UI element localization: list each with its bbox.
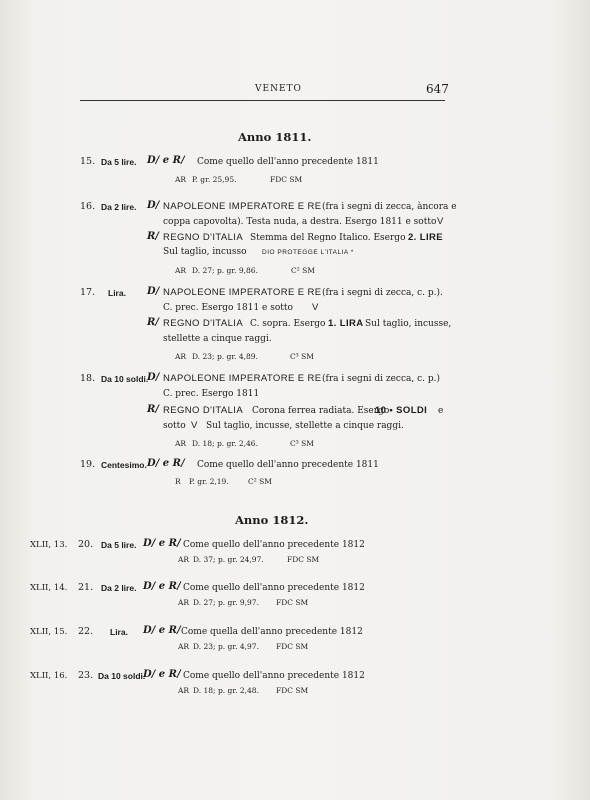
grade: C³ SM — [290, 352, 314, 361]
description: Come quella dell'anno precedente 1812 — [181, 627, 363, 637]
reverse-description-1: C. sopra. Esergo — [250, 319, 326, 329]
denomination: Da 10 soldi. — [101, 374, 149, 384]
metal-symbol: AR — [178, 642, 190, 651]
value-legend: 2. LIRE — [408, 232, 444, 243]
metal-symbol: AR — [175, 439, 187, 448]
entry-number: 17. — [80, 287, 96, 298]
section-heading-1812: Anno 1812. — [235, 513, 309, 527]
reverse-description-2a: sotto — [163, 421, 186, 431]
reverse-symbol: R/ — [147, 231, 159, 242]
entry-number: 22. — [78, 626, 94, 637]
entry-number: 21. — [78, 582, 94, 593]
description: Come quello dell'anno precedente 1812 — [183, 583, 365, 593]
metal-symbol: AR — [178, 555, 190, 564]
weight-diameter: D. 23; p. gr. 4,97. — [193, 642, 259, 651]
mintmark-v: V — [191, 420, 198, 431]
entry-number: 19. — [80, 459, 96, 470]
obverse-description-2: C. prec. Esergo 1811 — [163, 389, 260, 399]
denomination: Lira. — [108, 288, 126, 298]
grade: FDC SM — [287, 555, 320, 564]
obverse-description-1: (fra i segni di zecca, àncora e — [322, 202, 457, 212]
denomination: Centesimo. — [101, 460, 147, 470]
denomination: Lira. — [110, 627, 128, 637]
grade: C² SM — [291, 266, 315, 275]
obverse-legend: NAPOLEONE IMPERATORE E RE — [163, 201, 322, 212]
entry-number: 23. — [78, 670, 94, 681]
entry-number: 15. — [80, 156, 96, 167]
obverse-reverse-symbol: D/ e R/ — [143, 538, 181, 549]
obverse-description-1: (fra i segni di zecca, c. p.). — [322, 288, 443, 298]
reverse-description-1b: e — [438, 406, 444, 416]
weight-diameter: D. 18; p. gr. 2,48. — [193, 686, 259, 695]
weight-diameter: D. 18; p. gr. 2,46. — [192, 439, 258, 448]
weight-diameter: D. 37; p. gr. 24,97. — [193, 555, 264, 564]
metal-symbol: AR — [175, 266, 187, 275]
obverse-legend: NAPOLEONE IMPERATORE E RE — [163, 287, 322, 298]
weight-diameter: D. 27; p. gr. 9,97. — [193, 598, 259, 607]
grade: FDC SM — [276, 686, 309, 695]
obverse-reverse-symbol: D/ e R/ — [147, 458, 185, 469]
obverse-reverse-symbol: D/ e R/ — [143, 581, 181, 592]
obverse-description-2: coppa capovolta). Testa nuda, a destra. Esergo 1811 e sotto — [163, 217, 437, 227]
metal-symbol: AR — [175, 175, 187, 184]
entry-number: 16. — [80, 201, 96, 212]
obverse-description-2: C. prec. Esergo 1811 e sotto — [163, 303, 293, 313]
value-legend: 10 • SOLDI — [375, 405, 428, 416]
metal-symbol: AR — [178, 598, 190, 607]
denomination: Da 5 lire. — [101, 540, 137, 550]
reverse-legend: REGNO D'ITALIA — [163, 318, 244, 329]
entry-number: 18. — [80, 373, 96, 384]
obverse-legend: NAPOLEONE IMPERATORE E RE — [163, 373, 322, 384]
plate-reference: XLII, 13. — [30, 540, 68, 550]
obverse-symbol: D/ — [147, 200, 160, 211]
weight-diameter: D. 27; p. gr. 9,86. — [192, 266, 258, 275]
page-number: 647 — [426, 82, 449, 96]
description: Come quello dell'anno precedente 1811 — [197, 157, 379, 167]
reverse-legend: REGNO D'ITALIA — [163, 405, 244, 416]
metal-symbol: AR — [178, 686, 190, 695]
weight-diameter: P. gr. 2,19. — [189, 477, 229, 486]
grade: C³ SM — [290, 439, 314, 448]
weight-diameter: D. 23; p. gr. 4,89. — [192, 352, 258, 361]
reverse-description-1: Stemma del Regno Italico. Esergo — [250, 233, 406, 243]
denomination: Da 10 soldi. — [98, 671, 146, 681]
entry-number: 20. — [78, 539, 94, 550]
reverse-description-2b: Sul taglio, incusse, stellette a cinque raggi. — [206, 421, 404, 431]
value-legend: 1. LIRA — [328, 318, 364, 329]
grade: FDC SM — [276, 642, 309, 651]
running-header-title: VENETO — [255, 84, 302, 94]
metal-symbol: AR — [175, 352, 187, 361]
obverse-description-1: (fra i segni di zecca, c. p.) — [322, 374, 440, 384]
obverse-reverse-symbol: D/ e R/ — [143, 669, 181, 680]
plate-reference: XLII, 15. — [30, 627, 68, 637]
description: Come quello dell'anno precedente 1812 — [183, 671, 365, 681]
grade: C² SM — [248, 477, 272, 486]
denomination: Da 2 lire. — [101, 583, 137, 593]
reverse-description-1b: Sul taglio, incusse, — [365, 319, 452, 329]
description: Come quello dell'anno precedente 1811 — [197, 460, 379, 470]
section-heading-1811: Anno 1811. — [238, 130, 312, 144]
mintmark-v: V — [437, 216, 444, 227]
obverse-reverse-symbol: D/ e R/ — [143, 625, 181, 636]
obverse-symbol: D/ — [147, 286, 160, 297]
plate-reference: XLII, 14. — [30, 583, 68, 593]
denomination: Da 5 lire. — [101, 157, 137, 167]
grade: FDC SM — [276, 598, 309, 607]
reverse-description-2: stellette a cinque raggi. — [163, 334, 272, 344]
header-rule — [80, 100, 445, 101]
reverse-description-2: Sul taglio, incusso — [163, 247, 247, 257]
reverse-symbol: R/ — [147, 404, 159, 415]
grade: FDC SM — [270, 175, 303, 184]
weight-diameter: P. gr. 25,95. — [192, 175, 237, 184]
edge-inscription: DIO PROTEGGE L'ITALIA * — [262, 249, 354, 256]
reverse-legend: REGNO D'ITALIA — [163, 232, 244, 243]
mintmark-v: V — [312, 302, 319, 313]
metal-symbol: R — [175, 477, 181, 486]
obverse-symbol: D/ — [147, 372, 160, 383]
reverse-description-1: Corona ferrea radiata. Esergo — [252, 406, 390, 416]
description: Come quello dell'anno precedente 1812 — [183, 540, 365, 550]
plate-reference: XLII, 16. — [30, 671, 68, 681]
obverse-reverse-symbol: D/ e R/ — [147, 155, 185, 166]
reverse-symbol: R/ — [147, 317, 159, 328]
denomination: Da 2 lire. — [101, 202, 137, 212]
